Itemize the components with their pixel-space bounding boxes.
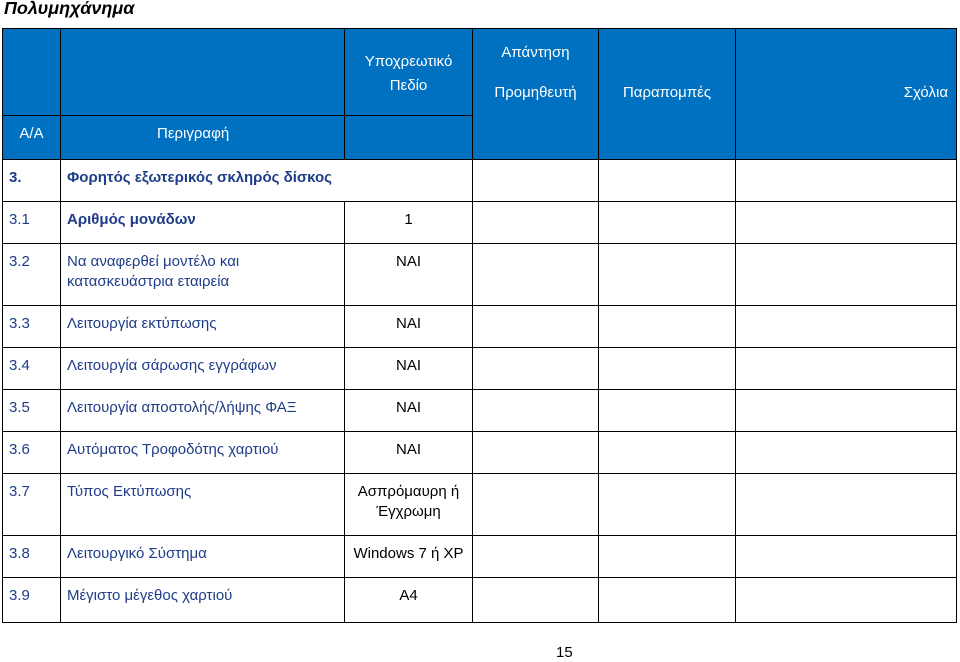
row-aa: 3.5 — [3, 390, 61, 432]
row-comment[interactable] — [736, 244, 957, 306]
header-required-line1: Υποχρεωτικό — [364, 53, 453, 70]
row-aa: 3.8 — [3, 536, 61, 578]
row-aa: 3.4 — [3, 348, 61, 390]
row-required: ΝΑΙ — [345, 348, 473, 390]
row-description: Λειτουργικό Σύστημα — [61, 536, 345, 578]
row-aa: 3.1 — [3, 202, 61, 244]
table-row — [3, 306, 957, 348]
header-supplier: Προμηθευτή — [473, 75, 599, 116]
row-supplier-answer[interactable] — [473, 474, 599, 536]
row-description: Λειτουργία αποστολής/λήψης ΦΑΞ — [61, 390, 345, 432]
table-row — [3, 432, 957, 474]
row-reference[interactable] — [599, 202, 736, 244]
header-cell-empty-aa — [3, 29, 61, 76]
row-supplier-answer[interactable] — [473, 244, 599, 306]
table-row — [3, 536, 957, 578]
row-required: 1 — [345, 202, 473, 244]
row-description: Τύπος Εκτύπωσης — [61, 474, 345, 536]
header-cell-empty-sup-3 — [473, 116, 599, 160]
header-row-top — [3, 29, 957, 76]
row-description: Να αναφερθεί μοντέλο και κατασκευάστρια εταιρεία — [61, 244, 345, 306]
section-cell-ref — [599, 160, 736, 202]
row-aa: 3.7 — [3, 474, 61, 536]
row-supplier-answer[interactable] — [473, 578, 599, 623]
row-required: ΝΑΙ — [345, 390, 473, 432]
table-row — [3, 474, 957, 536]
section-number: 3. — [3, 160, 61, 202]
row-required: Α4 — [345, 578, 473, 623]
row-comment[interactable] — [736, 432, 957, 474]
page-number: 15 — [556, 644, 573, 661]
header-cell-empty-com-3 — [736, 116, 957, 160]
row-description: Λειτουργία σάρωσης εγγράφων — [61, 348, 345, 390]
row-comment[interactable] — [736, 348, 957, 390]
row-comment[interactable] — [736, 306, 957, 348]
row-reference[interactable] — [599, 348, 736, 390]
header-description: Περιγραφή — [61, 116, 345, 160]
row-comment[interactable] — [736, 202, 957, 244]
row-comment[interactable] — [736, 536, 957, 578]
row-reference[interactable] — [599, 244, 736, 306]
row-aa: 3.2 — [3, 244, 61, 306]
row-reference[interactable] — [599, 536, 736, 578]
row-aa: 3.6 — [3, 432, 61, 474]
row-supplier-answer[interactable] — [473, 306, 599, 348]
row-required: Ασπρόμαυρη ή Έγχρωμη — [345, 474, 473, 536]
header-required-line2: Πεδίο — [389, 77, 428, 94]
row-supplier-answer[interactable] — [473, 348, 599, 390]
row-comment[interactable] — [736, 578, 957, 623]
row-aa: 3.3 — [3, 306, 61, 348]
row-description: Αριθμός μονάδων — [61, 202, 345, 244]
header-cell-empty-com — [736, 29, 957, 76]
row-comment[interactable] — [736, 390, 957, 432]
header-cell-empty-req-3 — [345, 116, 473, 160]
header-cell-empty-ref — [599, 29, 736, 76]
header-cell-empty-desc — [61, 29, 345, 76]
row-required: ΝΑΙ — [345, 306, 473, 348]
header-cell-empty-desc-2 — [61, 75, 345, 116]
header-aa: Α/Α — [3, 116, 61, 160]
spec-table — [2, 28, 957, 623]
table-row — [3, 244, 957, 306]
row-description: Λειτουργία εκτύπωσης — [61, 306, 345, 348]
row-reference[interactable] — [599, 578, 736, 623]
table-row — [3, 348, 957, 390]
table-row — [3, 202, 957, 244]
header-cell-empty-ref-3 — [599, 116, 736, 160]
row-supplier-answer[interactable] — [473, 536, 599, 578]
header-references: Παραπομπές — [599, 75, 736, 116]
header-required-field — [345, 29, 473, 116]
row-supplier-answer[interactable] — [473, 432, 599, 474]
header-answer: Απάντηση — [473, 29, 599, 76]
row-comment[interactable] — [736, 474, 957, 536]
row-supplier-answer[interactable] — [473, 202, 599, 244]
table-row — [3, 578, 957, 623]
header-cell-empty-aa-2 — [3, 75, 61, 116]
section-cell-supplier — [473, 160, 599, 202]
row-required: ΝΑΙ — [345, 432, 473, 474]
row-description: Αυτόματος Τροφοδότης χαρτιού — [61, 432, 345, 474]
section-cell-com — [736, 160, 957, 202]
row-required: Windows 7 ή XP — [345, 536, 473, 578]
row-supplier-answer[interactable] — [473, 390, 599, 432]
header-comments: Σχόλια — [736, 75, 957, 116]
row-reference[interactable] — [599, 390, 736, 432]
header-row-bottom — [3, 116, 957, 160]
table-row — [3, 390, 957, 432]
row-description: Μέγιστο μέγεθος χαρτιού — [61, 578, 345, 623]
header-row-mid — [3, 75, 957, 116]
document-title: Πολυμηχάνημα — [4, 0, 135, 18]
row-reference[interactable] — [599, 474, 736, 536]
section-row — [3, 160, 957, 202]
row-reference[interactable] — [599, 432, 736, 474]
row-reference[interactable] — [599, 306, 736, 348]
row-required: ΝΑΙ — [345, 244, 473, 306]
row-aa: 3.9 — [3, 578, 61, 623]
section-title: Φορητός εξωτερικός σκληρός δίσκος — [61, 160, 473, 202]
